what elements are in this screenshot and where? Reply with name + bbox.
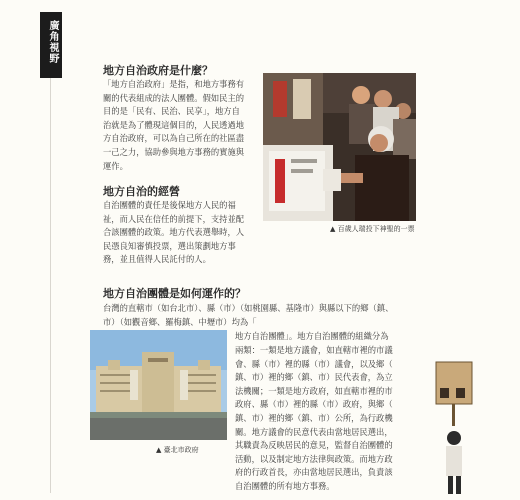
- section-intro-how-works: 台灣的直轄市（如台北市）、縣（市）（如桃園縣、基隆市）與縣以下的鄉（鎮、 市）（如觀音鄉、羅梅鎮、中壢市）均為「: [103, 303, 394, 327]
- section-heading-operation: 地方自治的經營: [103, 185, 180, 198]
- side-divider: [50, 78, 51, 493]
- city-hall-caption: ▲ 臺北市政府: [156, 446, 199, 454]
- protester-illustration: [432, 360, 477, 495]
- section-body-operation: 自治團體的責任是後保地方人民的福 祉，而人民在信任的前提下，支持並配 合該團體的政策。地方代表選舉時，人 民憑良知審慎投票，選出策劃地方事 務，並且值得人民託付的人。: [103, 200, 245, 265]
- section-body-what-is: 「地方自治政府」是指，和地方事務有 關的代表組成的法人團體。假如民主的 目的是「民有、民治、民享」，地方自 治就是為了體現這個目的，人民透過地 方自治政府，可以為自己所在的社區盡 一己之力，協助參與地方事務的實施與 運作。: [103, 79, 245, 171]
- chapter-tab-label: 廣角視野: [47, 20, 58, 64]
- section-heading-what-is: 地方自治政府是什麼？: [103, 64, 213, 77]
- section-heading-how-works: 地方自治團體是如何運作的？: [103, 287, 246, 300]
- section-intro-end: 地方自治團體」。地方自治團體的組織分為: [235, 331, 389, 341]
- caption-triangle-icon: ▲: [156, 446, 162, 454]
- city-hall-photo: [90, 330, 227, 440]
- voting-photo: [263, 73, 416, 221]
- chapter-side-tab: [40, 12, 62, 78]
- voting-photo-caption: ▲ 百歲人瑞投下神聖的一票: [330, 225, 415, 233]
- caption-triangle-icon: ▲: [330, 225, 336, 233]
- section-body-how-works: 兩類：一類是地方議會，如直轄市裡的市議 會、縣（市）裡的縣（市）議會，以及鄉（ 鎮、市）裡的鄉（鎮、市）民代表會，為立 法機關；一類是地方政府，如直轄市裡的市 政府、縣（市）裡的縣（市）政府，與鄉（ 鎮、市）裡的鄉（鎮、市）公所，為行政機 關。地方議會的民意代表由當地居民選出， 其職責為反映居民的意見，監督自治團體的 活動，以及制定地方法律與政策。而地方政 府的行政首長，亦由當地居民選出，負責該 自治團體的所有地方事務。: [235, 345, 393, 491]
